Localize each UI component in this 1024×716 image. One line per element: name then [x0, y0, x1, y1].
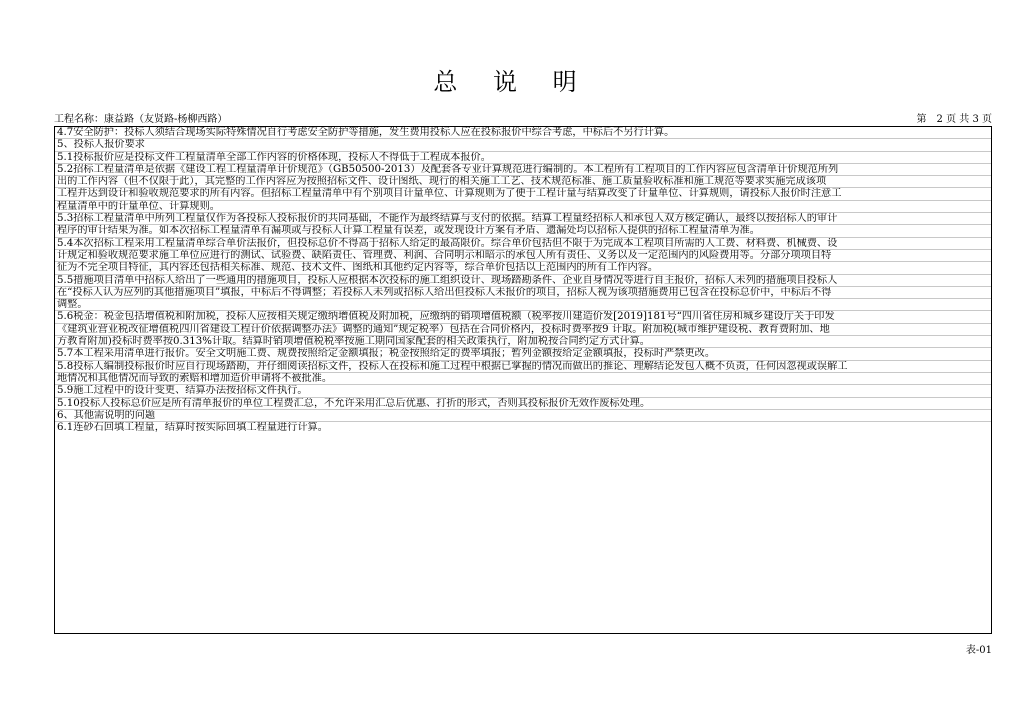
text-line: 6.1连砂石回填工程量，结算时按实际回填工程量进行计算。 [57, 422, 328, 434]
text-line: 5.10投标人投标总价应是所有清单报价的单位工程费汇总，不允许采用汇总后优惠、打折的形式，否则其投标报价无效作废标处理。 [55, 398, 991, 410]
text-line: 5.2招标工程量清单是依据《建设工程工程量清单计价规范》（GB50500-2013）及配套各专业计算规范进行编制的。本工程所有工程项目的工作内容应包含清单计价规范所列 [55, 164, 991, 176]
text-line: 在“投标人认为应列的其他措施项目”填报，中标后不得调整；若投标人未列或招标人给出但投标人未报价的项目，招标人视为该项措施费用已包含在投标总价中，中标后不得 [55, 287, 991, 299]
text-line: 计规定和验收规范要求施工单位应进行的测试、试验费、缺陷责任、管理费、利润、合同明示和暗示的承包人所有责任、义务以及一定范围内的风险费用等。分部分项项目特 [55, 250, 991, 262]
page-number: 第 2 页 共 3 页 [916, 114, 992, 125]
text-line: 5.1投标报价应是投标文件工程量清单全部工作内容的价格体现，投标人不得低于工程成本报价。 [55, 152, 991, 164]
content-box [54, 126, 992, 634]
form-code: 表-01 [965, 645, 992, 656]
text-line: 地情况和其他情况而导致的索赔和增加造价申请将不被批准。 [55, 373, 991, 385]
text-line: 5.3招标工程量清单中所列工程量仅作为各投标人投标报价的共同基础，不能作为最终结算与支付的依据。结算工程量经招标人和承包人双方核定确认，最终以按招标人的审计 [55, 213, 991, 225]
text-line: 出的工作内容（但不仅限于此），其完整的工作内容应为按照招标文件、设计图纸、现行的相关施工工艺、技术规范标准、施工质量验收标准和施工规范等要求实施完成该项 [55, 176, 991, 188]
text-line: 5.8投标人编制投标报价时应自行现场踏勘，并仔细阅读招标文件，投标人在投标和施工过程中根据已掌握的情况而做出的推论、理解结论发包人概不负责，任何因忽视或误解工 [55, 361, 991, 373]
text-line: 5.5措施项目清单中招标人给出了一些通用的措施项目，投标人应根据本次投标的施工组织设计、现场踏勘条件、企业自身情况等进行自主报价，招标人未列的措施项目投标人 [55, 275, 991, 287]
text-line: 方教育附加)投标时费率按0.313%计取。结算时销项增值税税率按施工期同国家配套的相关政策执行，附加税按合同约定方式计算。 [55, 336, 991, 348]
page-title: 总 说 明 [433, 68, 591, 96]
text-line: 程量清单中的计量单位、计算规则。 [55, 201, 991, 213]
text-line: 工程并达到设计和验收规范要求的所有内容。但招标工程量清单中有个别项目计量单位、计算规则为了便于工程计量与结算改变了计量单位、计算规则，请投标人报价时注意工 [55, 188, 991, 200]
text-line: 《建筑业营业税改征增值税四川省建设工程计价依据调整办法》调整的通知”规定税率）包括在合同价格内，投标时费率按9 计取。附加税(城市维护建设税、教育费附加、地 [55, 324, 991, 336]
text-line: 5.4本次招标工程采用工程量清单综合单价法报价，但投标总价不得高于招标人给定的最高限价。综合单价包括但不限于为完成本工程项目所需的人工费、材料费、机械费、设 [55, 238, 991, 250]
project-name: 工程名称：康益路（友贤路-杨柳西路） [54, 114, 228, 125]
text-line: 程序的审计结果为准。如本次招标工程量清单有漏项或与投标人计算工程量有误差，或发现设计方案有矛盾、遗漏处均以招标人提供的招标工程量清单为准。 [55, 225, 991, 237]
text-line: 5、投标人报价要求 [55, 139, 991, 151]
text-line: 4.7安全防护：投标人须结合现场实际特殊情况自行考虑安全防护等措施，发生费用投标人应在投标报价中综合考虑，中标后不另行计算。 [55, 127, 991, 139]
text-line: 调整。 [55, 299, 991, 311]
text-line: 5.7本工程采用清单进行报价。安全文明施工费、规费按照给定金额填报；税金按照给定的费率填报；暂列金额按给定金额填报，投标时严禁更改。 [55, 348, 991, 360]
text-line: 6、其他需说明的问题 [55, 410, 991, 422]
text-line: 5.9施工过程中的设计变更、结算办法按招标文件执行。 [55, 385, 991, 397]
text-line: 5.6税金：税金包括增值税和附加税，投标人应按相关规定缴纳增值税及附加税，应缴纳的销项增值税额（税率按川建造价发[2019]181号“四川省住房和城乡建设厅关于印发 [55, 311, 991, 323]
text-line: 征为不完全项目特征，其内容还包括相关标准、规范、技术文件、图纸和其他约定内容等，综合单价包括以上范围内的所有工作内容。 [55, 262, 991, 274]
